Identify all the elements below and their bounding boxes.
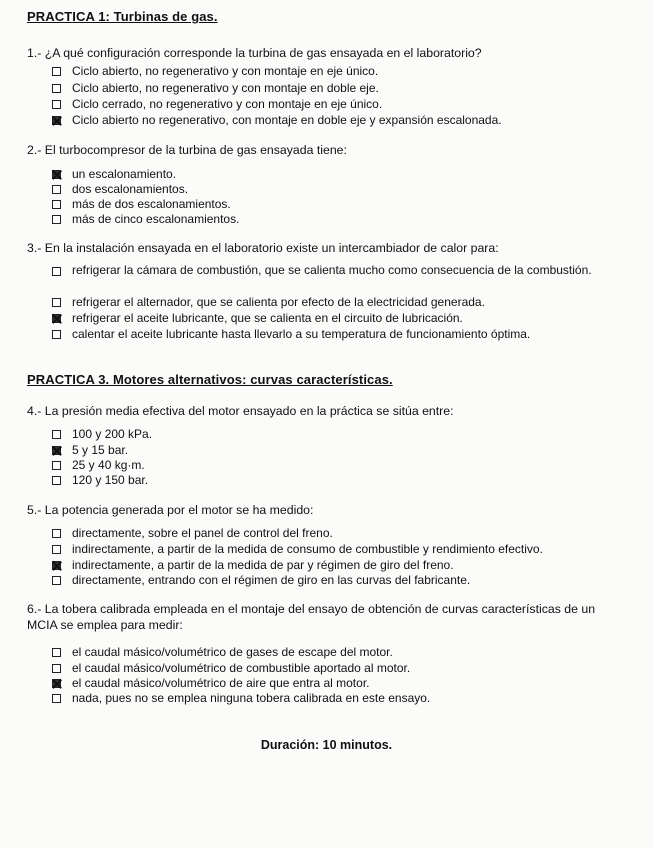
question-1-text: 1.- ¿A qué configuración corresponde la turbina de gas ensayada en el laboratorio? [27, 46, 482, 60]
checkbox-q4-b[interactable] [52, 446, 61, 455]
option-q4-d: 120 y 150 bar. [72, 473, 149, 487]
option-q5-c: indirectamente, a partir de la medida de par y régimen de giro del freno. [72, 558, 454, 572]
checkbox-q5-b[interactable] [52, 545, 61, 554]
checkbox-q1-b[interactable] [52, 84, 61, 93]
checkbox-q6-d[interactable] [52, 694, 61, 703]
question-5-text: 5.- La potencia generada por el motor se ha medido: [27, 503, 314, 517]
option-q3-b: refrigerar el alternador, que se calienta por efecto de la electricidad generada. [72, 295, 485, 309]
option-q3-a: refrigerar la cámara de combustión, que se calienta mucho como consecuencia de la combustión. [72, 263, 592, 277]
option-q2-c: más de dos escalonamientos. [72, 197, 231, 211]
checkbox-q1-c[interactable] [52, 100, 61, 109]
question-2-text: 2.- El turbocompresor de la turbina de gas ensayada tiene: [27, 143, 347, 157]
question-4-text: 4.- La presión media efectiva del motor ensayado en la práctica se sitúa entre: [27, 404, 454, 418]
checkbox-q4-d[interactable] [52, 476, 61, 485]
checkbox-q1-d[interactable] [52, 116, 61, 125]
checkbox-q4-c[interactable] [52, 461, 61, 470]
section-title-practica-3: PRACTICA 3. Motores alternativos: curvas características. [27, 372, 393, 387]
option-q4-a: 100 y 200 kPa. [72, 427, 153, 441]
option-q3-d: calentar el aceite lubricante hasta llevarlo a su temperatura de funcionamiento óptima. [72, 327, 531, 341]
option-q6-d: nada, pues no se emplea ninguna tobera calibrada en este ensayo. [72, 691, 431, 705]
checkbox-q6-a[interactable] [52, 648, 61, 657]
question-3-text: 3.- En la instalación ensayada en el laboratorio existe un intercambiador de calor para: [27, 241, 499, 255]
question-2 [27, 142, 627, 158]
option-q5-a: directamente, sobre el panel de control del freno. [72, 526, 333, 540]
option-q1-a: Ciclo abierto, no regenerativo y con montaje en eje único. [72, 64, 379, 78]
option-q6-b: el caudal másico/volumétrico de combustible aportado al motor. [72, 661, 411, 675]
checkbox-q2-b[interactable] [52, 185, 61, 194]
option-q2-d: más de cinco escalonamientos. [72, 212, 240, 226]
checkbox-q5-a[interactable] [52, 529, 61, 538]
checkbox-q6-b[interactable] [52, 664, 61, 673]
option-q2-b: dos escalonamientos. [72, 182, 189, 196]
option-q2-a: un escalonamiento. [72, 167, 177, 181]
checkbox-q5-c[interactable] [52, 561, 61, 570]
question-4 [27, 403, 627, 419]
checkbox-q6-c[interactable] [52, 679, 61, 688]
option-q4-c: 25 y 40 kg·m. [72, 458, 145, 472]
option-q6-c: el caudal másico/volumétrico de aire que entra al motor. [72, 676, 370, 690]
checkbox-q3-b[interactable] [52, 298, 61, 307]
checkbox-q2-a[interactable] [52, 170, 61, 179]
option-q1-b: Ciclo abierto, no regenerativo y con montaje en doble eje. [72, 81, 379, 95]
checkbox-q4-a[interactable] [52, 430, 61, 439]
question-6 [27, 601, 627, 633]
option-q5-d: directamente, entrando con el régimen de giro en las curvas del fabricante. [72, 573, 471, 587]
checkbox-q3-c[interactable] [52, 314, 61, 323]
option-q4-b: 5 y 15 bar. [72, 443, 129, 457]
duration-note: Duración: 10 minutos. [260, 738, 393, 752]
option-q6-a: el caudal másico/volumétrico de gases de escape del motor. [72, 645, 393, 659]
option-q3-c: refrigerar el aceite lubricante, que se calienta en el circuito de lubricación. [72, 311, 463, 325]
checkbox-q5-d[interactable] [52, 576, 61, 585]
checkbox-q1-a[interactable] [52, 67, 61, 76]
option-q1-d: Ciclo abierto no regenerativo, con montaje en doble eje y expansión escalonada. [72, 113, 502, 127]
option-q1-c: Ciclo cerrado, no regenerativo y con montaje en eje único. [72, 97, 383, 111]
checkbox-q3-a[interactable] [52, 267, 61, 276]
checkbox-q3-d[interactable] [52, 330, 61, 339]
question-3 [27, 240, 627, 256]
question-1 [27, 45, 627, 61]
option-q5-b: indirectamente, a partir de la medida de consumo de combustible y rendimiento efectivo. [72, 542, 543, 556]
question-5 [27, 502, 627, 518]
question-6-text: 6.- La tobera calibrada empleada en el montaje del ensayo de obtención de curvas características de un MCIA se emplea para medir: [27, 602, 596, 632]
checkbox-q2-d[interactable] [52, 215, 61, 224]
checkbox-q2-c[interactable] [52, 200, 61, 209]
section-title-practica-1: PRACTICA 1: Turbinas de gas. [27, 9, 218, 24]
